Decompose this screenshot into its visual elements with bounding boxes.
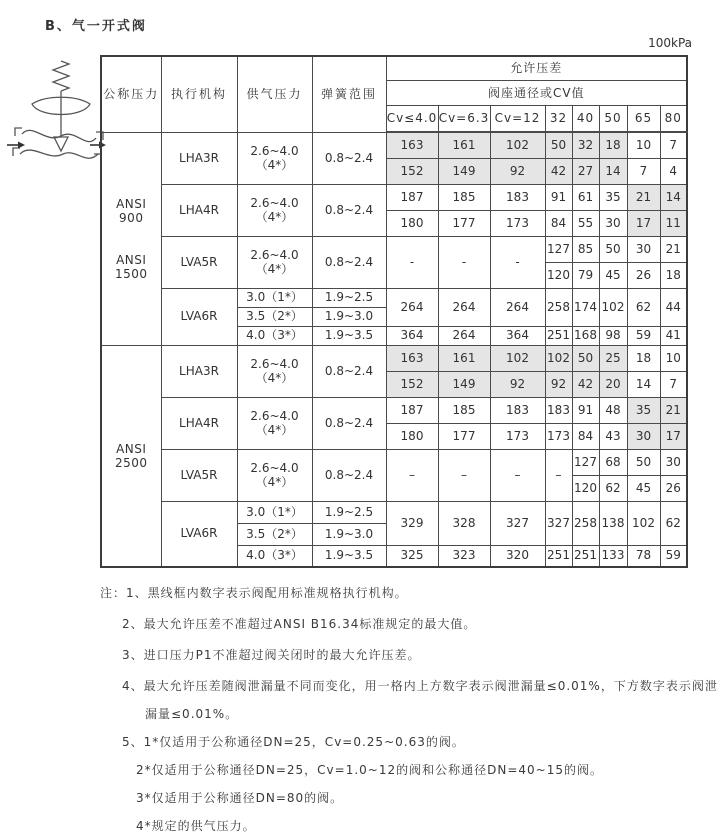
supply-line: （4*） — [255, 423, 294, 437]
dp-value-cell: 91 — [572, 397, 599, 423]
pressure-class-cell — [101, 345, 161, 567]
spring-range-cell: 0.8~2.4 — [312, 132, 386, 184]
dp-value-cell: 187 — [386, 397, 438, 423]
dp-value-cell: 174 — [572, 288, 599, 326]
dp-value-cell: 149 — [438, 371, 490, 397]
dp-value-cell: 44 — [660, 288, 687, 326]
dp-value-cell: 329 — [386, 501, 438, 545]
dp-value-cell: 62 — [627, 288, 660, 326]
dp-value-cell: 185 — [438, 184, 490, 210]
dp-value-cell: 30 — [599, 210, 627, 236]
actuator-cell: LVA6R — [161, 288, 237, 345]
dp-value-cell: 152 — [386, 158, 438, 184]
supply-line: 2.6~4.0 — [250, 461, 299, 475]
dp-value-cell: 17 — [627, 210, 660, 236]
spring-range-cell: 0.8~2.4 — [312, 236, 386, 288]
header-spring-range: 弹簧范围 — [312, 56, 386, 132]
supply-pressure-cell — [237, 184, 312, 236]
dp-value-cell: 20 — [599, 371, 627, 397]
spring-range-cell: 0.8~2.4 — [312, 184, 386, 236]
dp-value-cell: 91 — [545, 184, 572, 210]
dash-cell: - — [386, 236, 438, 288]
dp-value-cell: 185 — [438, 397, 490, 423]
dp-value-cell: 251 — [545, 545, 572, 567]
dp-value-cell: 4 — [660, 158, 687, 184]
dp-value-cell: 14 — [660, 184, 687, 210]
supply-line: 2.6~4.0 — [250, 144, 299, 158]
dp-value-cell: 364 — [386, 326, 438, 345]
dp-value-cell: 21 — [660, 236, 687, 262]
spring-icon — [53, 61, 69, 91]
dp-value-cell: 45 — [599, 262, 627, 288]
dp-value-cell: 43 — [599, 423, 627, 449]
dp-value-cell: 42 — [572, 371, 599, 397]
note-line: 注：1、黑线框内数字表示阀配用标准规格执行机构。 — [100, 586, 408, 600]
dp-value-cell: 92 — [490, 158, 545, 184]
dp-value-cell: 50 — [599, 236, 627, 262]
pressure-line: ANSI 1500 — [114, 252, 148, 281]
dp-value-cell: 50 — [572, 345, 599, 371]
actuator-cell: LHA3R — [161, 132, 237, 184]
dp-value-cell: 364 — [490, 326, 545, 345]
dp-value-cell: 92 — [545, 371, 572, 397]
supply-line: 2.6~4.0 — [250, 196, 299, 210]
header-supply-pressure: 供气压力 — [237, 56, 312, 132]
dp-value-cell: 26 — [627, 262, 660, 288]
dp-value-cell: 14 — [599, 158, 627, 184]
dp-value-cell: 102 — [490, 345, 545, 371]
header-cv-col: 32 — [545, 106, 572, 133]
dp-value-cell: 30 — [660, 449, 687, 475]
note-line: 3*仅适用于公称通径DN=80的阀。 — [136, 791, 344, 805]
dp-value-cell: 62 — [599, 475, 627, 501]
dp-value-cell: 183 — [490, 397, 545, 423]
note-line: 4、最大允许压差随阀泄漏量不同而变化，用一格内上方数字表示阀泄漏量≤0.01%，下方数字表示阀泄 — [122, 679, 718, 693]
spring-range-cell: 1.9~2.5 — [312, 288, 386, 307]
supply-line: （4*） — [255, 475, 294, 489]
supply-pressure-cell — [237, 449, 312, 501]
dp-value-cell: 10 — [660, 345, 687, 371]
spring-range-cell: 0.8~2.4 — [312, 345, 386, 397]
dp-value-cell: 21 — [627, 184, 660, 210]
dp-value-cell: 327 — [490, 501, 545, 545]
dp-value-cell: 258 — [545, 288, 572, 326]
header-cv-col: 40 — [572, 106, 599, 133]
supply-line: 2.6~4.0 — [250, 409, 299, 423]
dp-value-cell: 173 — [545, 423, 572, 449]
dp-value-cell: 187 — [386, 184, 438, 210]
dp-value-cell: 79 — [572, 262, 599, 288]
supply-line: （4*） — [255, 158, 294, 172]
actuator-cell: LHA4R — [161, 397, 237, 449]
dp-value-cell: 127 — [572, 449, 599, 475]
dp-value-cell: 7 — [627, 158, 660, 184]
dp-value-cell: 35 — [627, 397, 660, 423]
note-line: 2、最大允许压差不准超过ANSI B16.34标准规定的最大值。 — [122, 617, 477, 631]
dp-value-cell: 78 — [627, 545, 660, 567]
dp-value-cell: 161 — [438, 132, 490, 158]
dp-value-cell: 41 — [660, 326, 687, 345]
valve-schematic-icon — [6, 58, 106, 170]
dp-value-cell: 264 — [386, 288, 438, 326]
valve-plug-icon — [54, 137, 68, 151]
actuator-cell: LVA5R — [161, 236, 237, 288]
dp-value-cell: 26 — [660, 475, 687, 501]
spring-range-cell: 1.9~3.0 — [312, 307, 386, 326]
dp-value-cell: 25 — [599, 345, 627, 371]
dp-value-cell: 251 — [572, 545, 599, 567]
spring-range-cell: 1.9~3.0 — [312, 523, 386, 545]
dp-value-cell: 18 — [660, 262, 687, 288]
dp-value-cell: 18 — [627, 345, 660, 371]
dp-value-cell: 264 — [438, 288, 490, 326]
supply-line: 2.6~4.0 — [250, 357, 299, 371]
dp-value-cell: 35 — [599, 184, 627, 210]
supply-pressure-cell — [237, 397, 312, 449]
dp-value-cell: 59 — [660, 545, 687, 567]
spring-range-cell: 1.9~2.5 — [312, 501, 386, 523]
note-line: 5、1*仅适用于公称通径DN=25，Cv=0.25~0.63的阀。 — [122, 735, 465, 749]
actuator-cell: LVA6R — [161, 501, 237, 567]
dp-value-cell: 127 — [545, 236, 572, 262]
dp-value-cell: 102 — [599, 288, 627, 326]
supply-pressure-cell — [237, 132, 312, 184]
dp-value-cell: 18 — [599, 132, 627, 158]
supply-line: （4*） — [255, 262, 294, 276]
dp-value-cell: 48 — [599, 397, 627, 423]
supply-pressure-cell: 4.0（3*） — [237, 326, 312, 345]
dp-value-cell: 55 — [572, 210, 599, 236]
dp-value-cell: 50 — [627, 449, 660, 475]
supply-pressure-cell — [237, 345, 312, 397]
header-nominal-pressure: 公称压力 — [101, 56, 161, 132]
dash-cell: - — [438, 236, 490, 288]
dp-value-cell: 7 — [660, 371, 687, 397]
dp-value-cell: 325 — [386, 545, 438, 567]
header-seat-or-cv: 阀座通径或CV值 — [386, 81, 687, 106]
dp-value-cell: 258 — [572, 501, 599, 545]
dash-cell: – — [438, 449, 490, 501]
actuator-cell: LHA4R — [161, 184, 237, 236]
dp-value-cell: 173 — [490, 423, 545, 449]
dash-cell: – — [545, 449, 572, 501]
dp-value-cell: 163 — [386, 345, 438, 371]
page-title: B、气一开式阀 — [45, 19, 147, 34]
dp-value-cell: 173 — [490, 210, 545, 236]
supply-pressure-cell: 3.0（1*） — [237, 501, 312, 523]
dp-value-cell: 102 — [490, 132, 545, 158]
header-cv-col: Cv=6.3 — [438, 106, 490, 133]
header-cv-col: 80 — [660, 106, 687, 133]
dp-value-cell: 98 — [599, 326, 627, 345]
pressure-class-cell — [101, 132, 161, 345]
dp-value-cell: 11 — [660, 210, 687, 236]
dp-value-cell: 10 — [627, 132, 660, 158]
header-cv-col: 65 — [627, 106, 660, 133]
dp-value-cell: 30 — [627, 423, 660, 449]
dp-value-cell: 177 — [438, 210, 490, 236]
dp-value-cell: 138 — [599, 501, 627, 545]
dp-value-cell: 161 — [438, 345, 490, 371]
dp-value-cell: 120 — [545, 262, 572, 288]
actuator-cell: LHA3R — [161, 345, 237, 397]
dp-value-cell: 149 — [438, 158, 490, 184]
supply-line: （4*） — [255, 371, 294, 385]
dp-value-cell: 183 — [490, 184, 545, 210]
dp-value-cell: 180 — [386, 423, 438, 449]
dp-value-cell: 163 — [386, 132, 438, 158]
unit-label: 100kPa — [648, 36, 692, 50]
header-cv-col: Cv=12 — [490, 106, 545, 133]
dp-value-cell: 68 — [599, 449, 627, 475]
dp-value-cell: 7 — [660, 132, 687, 158]
dp-value-cell: 264 — [490, 288, 545, 326]
dp-value-cell: 327 — [545, 501, 572, 545]
dp-value-cell: 59 — [627, 326, 660, 345]
header-cv-col: Cv≤4.0 — [386, 106, 438, 133]
dp-value-cell: 251 — [545, 326, 572, 345]
dp-value-cell: 84 — [572, 423, 599, 449]
dp-value-cell: 50 — [545, 132, 572, 158]
dp-value-cell: 168 — [572, 326, 599, 345]
spring-range-cell: 0.8~2.4 — [312, 449, 386, 501]
dp-value-cell: 264 — [438, 326, 490, 345]
supply-pressure-cell: 3.0（1*） — [237, 288, 312, 307]
dp-value-cell: 102 — [545, 345, 572, 371]
note-line: 2*仅适用于公称通径DN=25，Cv=1.0~12的阀和公称通径DN=40~15的阀。 — [136, 763, 603, 777]
dp-value-cell: 320 — [490, 545, 545, 567]
dp-value-cell: 328 — [438, 501, 490, 545]
note-line: 3、进口压力P1不准超过阀关闭时的最大允许压差。 — [122, 648, 421, 662]
note-line: 4*规定的供气压力。 — [136, 819, 256, 833]
header-actuator: 执行机构 — [161, 56, 237, 132]
valve-spec-table — [100, 55, 688, 568]
pressure-line: ANSI 900 — [116, 196, 147, 225]
dash-cell: - — [490, 236, 545, 288]
note-line: 漏量≤0.01%。 — [145, 707, 239, 721]
dp-value-cell: 17 — [660, 423, 687, 449]
dp-value-cell: 85 — [572, 236, 599, 262]
dp-value-cell: 30 — [627, 236, 660, 262]
dp-value-cell: 62 — [660, 501, 687, 545]
dp-value-cell: 14 — [627, 371, 660, 397]
dp-value-cell: 21 — [660, 397, 687, 423]
footnotes — [100, 586, 718, 840]
spring-range-cell: 0.8~2.4 — [312, 397, 386, 449]
dp-value-cell: 180 — [386, 210, 438, 236]
spring-range-cell: 1.9~3.5 — [312, 545, 386, 567]
dash-cell: – — [490, 449, 545, 501]
supply-pressure-cell — [237, 236, 312, 288]
dp-value-cell: 177 — [438, 423, 490, 449]
dp-value-cell: 42 — [545, 158, 572, 184]
pressure-line: ANSI 2500 — [114, 441, 148, 470]
supply-line: （4*） — [255, 210, 294, 224]
dp-value-cell: 120 — [572, 475, 599, 501]
dp-value-cell: 133 — [599, 545, 627, 567]
supply-pressure-cell: 4.0（3*） — [237, 545, 312, 567]
dp-value-cell: 61 — [572, 184, 599, 210]
supply-line: 2.6~4.0 — [250, 248, 299, 262]
dp-value-cell: 92 — [490, 371, 545, 397]
spring-range-cell: 1.9~3.5 — [312, 326, 386, 345]
header-allowable-dp: 允许压差 — [386, 56, 687, 81]
supply-pressure-cell: 3.5（2*） — [237, 523, 312, 545]
dp-value-cell: 32 — [572, 132, 599, 158]
dp-value-cell: 27 — [572, 158, 599, 184]
dp-value-cell: 152 — [386, 371, 438, 397]
supply-pressure-cell: 3.5（2*） — [237, 307, 312, 326]
dp-value-cell: 102 — [627, 501, 660, 545]
dp-value-cell: 323 — [438, 545, 490, 567]
dash-cell: – — [386, 449, 438, 501]
actuator-cell: LVA5R — [161, 449, 237, 501]
header-cv-col: 50 — [599, 106, 627, 133]
dp-value-cell: 84 — [545, 210, 572, 236]
dp-value-cell: 183 — [545, 397, 572, 423]
dp-value-cell: 45 — [627, 475, 660, 501]
